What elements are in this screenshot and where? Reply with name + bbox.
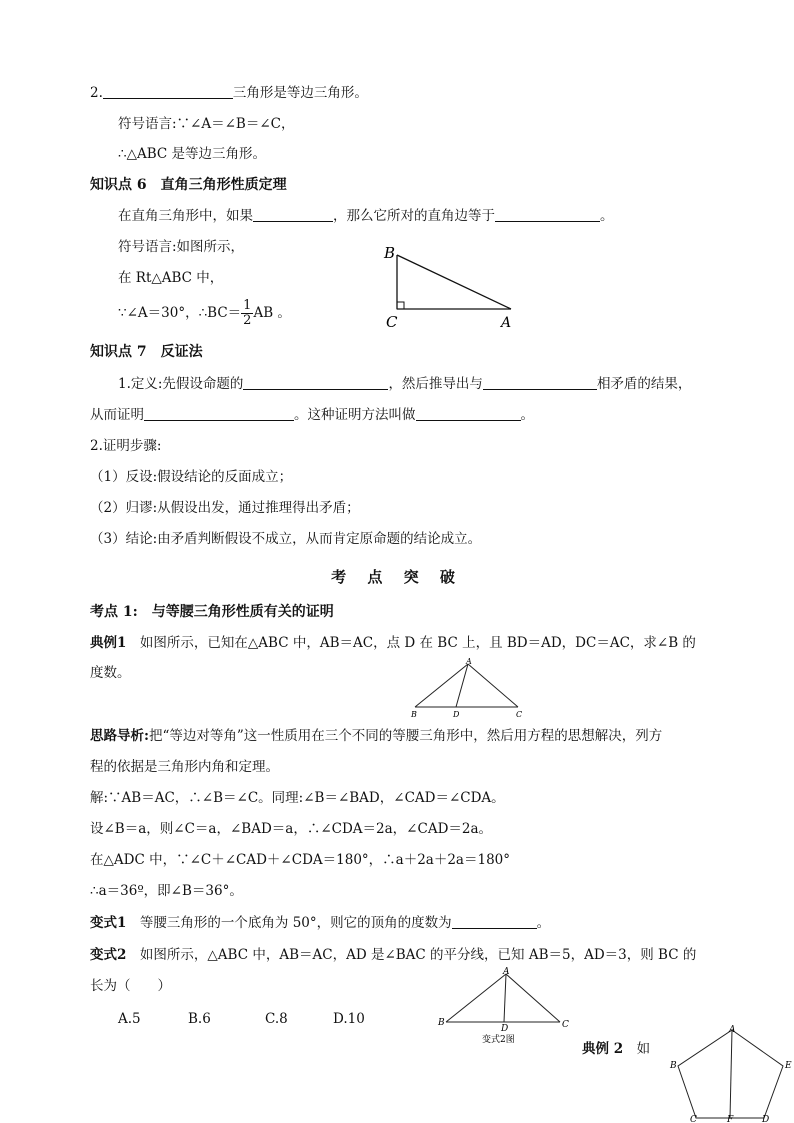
knowledge-point-6-title: 知识点 6 直角三角形性质定理 bbox=[90, 177, 287, 193]
k7-step-3: （3）结论:由矛盾判断假设不成立，从而肯定原命题的结论成立。 bbox=[90, 531, 482, 547]
vertex-label-d: D bbox=[762, 1115, 770, 1123]
text-part: ∵∠A＝30°，∴BC＝ bbox=[118, 305, 242, 321]
vertex-label-c: C bbox=[690, 1115, 697, 1123]
vertex-label-f: F bbox=[727, 1115, 734, 1123]
k7-definition-line1 bbox=[118, 375, 691, 393]
text-part: 在直角三角形中，如果 bbox=[118, 208, 253, 224]
example-2-question bbox=[582, 1040, 650, 1058]
segment-ad bbox=[504, 974, 506, 1022]
text-part: 从而证明 bbox=[90, 407, 144, 423]
text-part: 。 bbox=[520, 407, 534, 423]
example-1-label: 典例1 bbox=[90, 635, 127, 651]
vertex-label-e: E bbox=[785, 1061, 792, 1071]
text-part: 1.定义:先假设命题的 bbox=[118, 376, 244, 392]
option-b[interactable]: B.6 bbox=[188, 1011, 211, 1027]
solution-line-2: 设∠B＝a，则∠C＝a，∠BAD＝a，∴∠CDA＝2a，∠CAD＝2a。 bbox=[90, 821, 493, 837]
vertex-label-a: A bbox=[466, 657, 472, 666]
vertex-label-b: B bbox=[411, 710, 417, 719]
side-ac bbox=[506, 974, 560, 1022]
text-part: 如 bbox=[623, 1041, 651, 1057]
conclusion-line: ∴△ABC 是等边三角形。 bbox=[118, 146, 267, 162]
k6-symbol-language: 符号语言:如图所示， bbox=[118, 239, 245, 255]
vertex-label-b: B bbox=[384, 244, 396, 262]
vertex-label-a: A bbox=[501, 315, 512, 331]
vertex-label-c: C bbox=[386, 313, 398, 331]
text-part: 如图所示，△ABC 中，AB＝AC，AD 是∠BAC 的平分线，已知 AB＝5，AD＝3，则 BC 的 bbox=[126, 947, 697, 963]
k7-step-1: （1）反设:假设结论的反面成立； bbox=[90, 469, 293, 485]
fill-blank[interactable] bbox=[416, 406, 521, 421]
variant-2-question-cont: 长为（ ） bbox=[90, 978, 171, 994]
solution-line-4: ∴a＝36º，即∠B＝36°。 bbox=[90, 883, 243, 899]
vertex-label-b: B bbox=[438, 1018, 445, 1028]
text-part: 。 bbox=[536, 915, 551, 931]
text-part: 等腰三角形的一个底角为 50°，则它的顶角的度数为 bbox=[126, 915, 452, 931]
vertex-label-c: C bbox=[562, 1020, 569, 1030]
k7-definition-line2 bbox=[90, 406, 534, 424]
k6-formula bbox=[118, 297, 291, 329]
fraction-denominator: 2 bbox=[243, 313, 252, 328]
variant-1-question bbox=[90, 914, 550, 932]
solution-line-3: 在△ADC 中，∵∠C＋∠CAD＋∠CDA＝180°，∴a＋2a＋2a＝180° bbox=[90, 852, 511, 868]
vertex-label-b: B bbox=[670, 1061, 677, 1071]
right-angle-mark bbox=[397, 302, 404, 309]
side-ab bbox=[415, 664, 468, 707]
equilateral-criterion-line bbox=[90, 84, 368, 102]
knowledge-point-7-title: 知识点 7 反证法 bbox=[90, 344, 203, 360]
analysis-line-cont: 程的依据是三角形内角和定理。 bbox=[90, 759, 279, 775]
variant-2-triangle-figure bbox=[434, 964, 574, 1048]
fill-blank[interactable] bbox=[243, 375, 388, 390]
section-title: 考 点 突 破 bbox=[331, 568, 463, 586]
text-part: ，那么它所对的直角边等于 bbox=[333, 208, 495, 224]
vertex-label-d: D bbox=[453, 710, 460, 719]
text-part: 把“等边对等角”这一性质用在三个不同的等腰三角形中，然后用方程的思想解决，列方 bbox=[148, 728, 663, 744]
variant-2-label: 变式2 bbox=[90, 947, 127, 963]
fill-blank[interactable] bbox=[452, 914, 537, 929]
analysis-label: 思路导析: bbox=[90, 728, 149, 744]
fill-blank[interactable] bbox=[103, 84, 233, 99]
option-c[interactable]: C.8 bbox=[265, 1011, 288, 1027]
example-1-question-cont: 度数。 bbox=[90, 665, 131, 681]
fraction bbox=[241, 299, 253, 328]
pentagon-figure bbox=[666, 1022, 794, 1123]
exam-point-1-title: 考点 1: 与等腰三角形性质有关的证明 bbox=[90, 604, 334, 620]
option-d[interactable]: D.10 bbox=[333, 1011, 365, 1027]
example-1-triangle-figure bbox=[404, 654, 534, 720]
example-2-label: 典例 2 bbox=[582, 1041, 624, 1057]
text-part: ，然后推导出与 bbox=[388, 376, 483, 392]
figure-caption: 变式2图 bbox=[482, 1035, 515, 1045]
variant-2-question bbox=[90, 946, 696, 964]
fill-blank[interactable] bbox=[495, 207, 600, 222]
k7-step-2: （2）归谬:从假设出发，通过推理得出矛盾； bbox=[90, 500, 360, 516]
side-ab bbox=[397, 255, 511, 309]
segment-ad bbox=[456, 664, 468, 707]
text-part: 如图所示，已知在△ABC 中，AB＝AC，点 D 在 BC 上，且 BD＝AD，DC＝AC，求∠B 的 bbox=[126, 635, 696, 651]
text-part: 。这种证明方法叫做 bbox=[294, 407, 416, 423]
fill-blank[interactable] bbox=[144, 406, 294, 421]
k6-statement bbox=[118, 207, 614, 225]
right-triangle-figure bbox=[380, 238, 520, 333]
fraction-numerator: 1 bbox=[243, 298, 252, 313]
statement-text: 三角形是等边三角形。 bbox=[232, 85, 368, 101]
side-ac bbox=[468, 664, 518, 707]
side-ab bbox=[446, 974, 506, 1022]
vertex-label-d: D bbox=[501, 1024, 509, 1034]
text-part: AB 。 bbox=[253, 305, 291, 321]
text-part: 。 bbox=[600, 208, 614, 224]
option-a[interactable]: A.5 bbox=[118, 1011, 141, 1027]
text-part: 相矛盾的结果， bbox=[596, 376, 692, 392]
variant-1-label: 变式1 bbox=[90, 915, 127, 931]
symbol-language-line: 符号语言:∵∠A＝∠B＝∠C， bbox=[118, 116, 295, 132]
k6-rt-triangle: 在 Rt△ABC 中， bbox=[118, 270, 224, 286]
analysis-line bbox=[90, 727, 662, 745]
segment-af bbox=[730, 1030, 732, 1118]
item-number: 2. bbox=[90, 85, 103, 101]
fill-blank[interactable] bbox=[483, 375, 597, 390]
vertex-label-a: A bbox=[503, 967, 510, 977]
solution-line-1: 解:∵AB＝AC，∴∠B＝∠C。同理:∠B＝∠BAD，∠CAD＝∠CDA。 bbox=[90, 790, 505, 806]
example-1-question bbox=[90, 634, 696, 652]
vertex-label-a: A bbox=[729, 1025, 736, 1035]
k7-steps-title: 2.证明步骤: bbox=[90, 438, 162, 454]
vertex-label-c: C bbox=[516, 710, 523, 719]
fill-blank[interactable] bbox=[253, 207, 333, 222]
